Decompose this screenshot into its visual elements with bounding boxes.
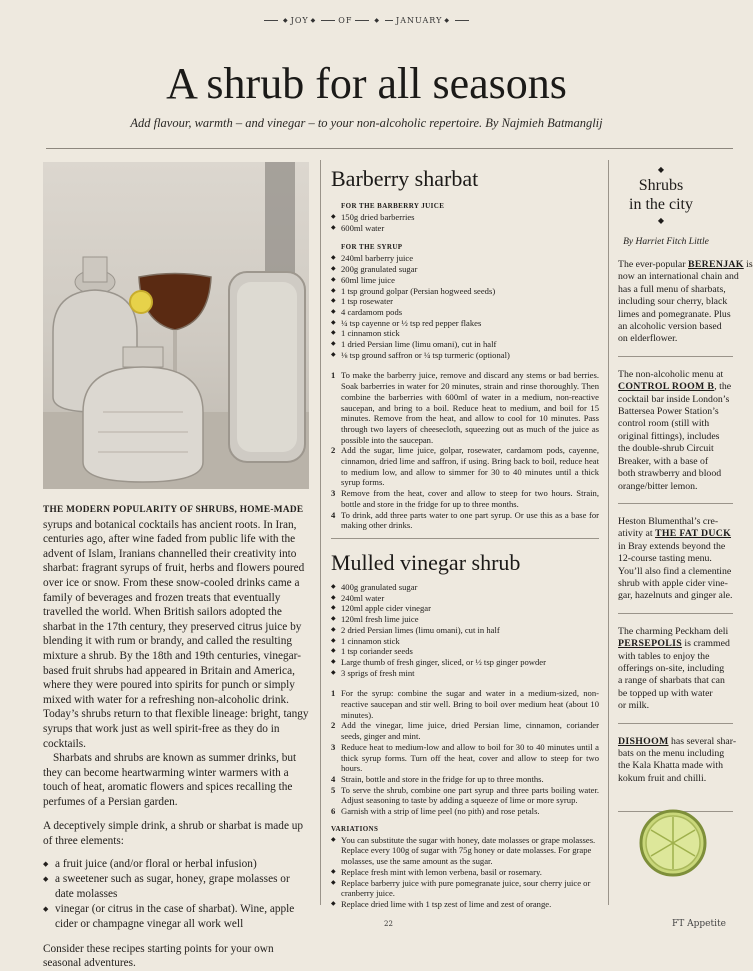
- ingredient: ◆ 1 cinnamon stick: [331, 636, 599, 647]
- ingredient-list: [331, 582, 599, 678]
- ingredient: ◆ ⅛ tsp ground saffron or ¼ tsp turmeric (optional): [331, 350, 599, 361]
- subhead: VARIATIONS: [331, 824, 379, 833]
- masthead-january: JANUARY: [396, 16, 443, 25]
- venue-berenjak: The ever-popular BERENJAK is now an international chain and has a full menu of sharbats, including sour cherry, black limes and pomegranate. Plus an alcoholic version based on elderflower.: [618, 259, 753, 345]
- list-item: ◆ a sweetener such as sugar, honey, grape molasses or date molasses: [43, 872, 311, 901]
- divider: [618, 723, 733, 724]
- diamond-icon: ◆: [657, 216, 665, 225]
- method-step: 4 Strain, bottle and store in the fridge for up to three months.: [331, 773, 544, 784]
- method-step: 2 Add the sugar, lime juice, golpar, rosewater, cardamom pods, cayenne, cinnamon, dried lime and saffron, if using. Bring back to boil, reduce heat to medium low, and allow to simmer for 30 to 40 minutes until a thick syrup forms.: [331, 445, 599, 488]
- method-step: 2 Add the vinegar, lime juice, dried Persian lime, cinnamon, coriander seeds, ginger and mint.: [331, 720, 599, 742]
- divider: [46, 148, 733, 149]
- ingredient: ◆ 150g dried barberries: [331, 212, 599, 223]
- ingredient: ◆ 600ml water: [331, 223, 599, 234]
- method-step: 3 Reduce heat to medium-low and allow to boil for 30 to 40 minutes until a thick syrup forms. Turn off the heat, cover and allow to steep for two hours.: [331, 741, 599, 774]
- ingredient: ◆ 240ml water: [331, 593, 599, 604]
- variation: ◆ You can substitute the sugar with honey, date molasses or grape molasses. Replace every 100g of sugar with 75g honey or date molasses. For grape molasses, use the same amount as the sugar.: [331, 835, 599, 867]
- lead-caps: THE MODERN POPULARITY OF SHRUBS, HOME-MADE: [43, 505, 304, 515]
- diamond-icon: ◆: [310, 17, 317, 24]
- intro-paragraph-3: A deceptively simple drink, a shrub or sharbat is made up of three elements:: [43, 820, 304, 848]
- method-step: 4 To drink, add three parts water to one part syrup. Or use this as a base for making other drinks.: [331, 509, 599, 531]
- drinks-illustration: [43, 162, 309, 489]
- diamond-icon: ◆: [444, 17, 450, 24]
- ingredient: ◆ Large thumb of fresh ginger, sliced, or ½ tsp ginger powder: [331, 657, 599, 668]
- ingredient: ◆ 1 dried Persian lime (limu omani), cut in half: [331, 339, 599, 350]
- method-step: 1 For the syrup: combine the sugar and water in a medium-sized, non-reactive saucepan and stir well. Bring to boil over medium heat (about 10 minutes).: [331, 688, 599, 720]
- ingredient-list: [331, 253, 599, 360]
- ingredient: ◆ 120ml fresh lime juice: [331, 614, 599, 625]
- venue-dishoom: DISHOOM has several shar- bats on the menu including the Kala Khatta made with kokum fruit and chilli.: [618, 735, 737, 784]
- diamond-icon: ◆: [657, 165, 665, 174]
- mulled-shrub-recipe: [331, 550, 599, 910]
- method-step: 1 To make the barberry juice, remove and discard any stems or bad berries. Soak barberries in water for 20 minutes, strain and rinse thoroughly. Then combine the barberries with 600ml of water in a medium, non-reactive saucepan, and bring to a boil. Reduce heat to medium, and boil for 15 minutes. Remove from the heat, and allow to cool for 10 minutes. Pass through two layers of cheesecloth, squeezing out as much of the juice as possible into the saucepan.: [331, 370, 599, 445]
- recipe-title: Mulled vinegar shrub: [331, 550, 521, 575]
- intro-article: [43, 502, 311, 971]
- venue-control-room-b: The non-alcoholic menu at CONTROL ROOM B, the cocktail bar inside London’s Battersea Power Station’s control room (still with original fittings), includes the double-shrub Circuit Breaker, with a base of both strawberry and blood orange/bitter lemon.: [618, 368, 732, 492]
- headline: A shrub for all seasons: [166, 59, 567, 108]
- ingredient: ◆ 60ml lime juice: [331, 275, 599, 286]
- method-step: 5 To serve the shrub, combine one part syrup and three parts boiling water. Adjust seasoning to taste by adding a squeeze of lime or more syrup.: [331, 784, 599, 806]
- list-item: ◆ vinegar (or citrus in the case of sharbat). Wine, apple cider or champagne vinegar all work well: [43, 902, 311, 931]
- venue-persepolis: The charming Peckham deli PERSEPOLIS is crammed with tables to enjoy the offerings on-site, including a range of sharbats that can be topped up with water or milk.: [618, 625, 730, 712]
- intro-paragraph-2: Sharbats and shrubs are known as summer drinks, but they can become heartwarming winter warmers with a touch of heat, aromatic flowers and spices recalling the perfumes of a Persian garden.: [43, 752, 297, 808]
- method-list: [331, 688, 599, 816]
- barberry-recipe: [331, 166, 599, 531]
- publication-footer: FT Appetite: [672, 919, 726, 929]
- diamond-icon: ◆: [283, 17, 289, 24]
- subhead: FOR THE SYRUP: [341, 243, 403, 252]
- variation: ◆ Replace fresh mint with lemon verbena, basil or rosemary.: [331, 867, 599, 878]
- method-list: [331, 370, 599, 531]
- variations-list: [331, 835, 599, 910]
- ingredient: ◆ 120ml apple cider vinegar: [331, 603, 599, 614]
- method-step: 6 Garnish with a strip of lime peel (no pith) and rose petals.: [331, 806, 540, 817]
- section-masthead: [0, 16, 733, 25]
- ingredient: ◆ 2 dried Persian limes (limu omani), cut in half: [331, 625, 599, 636]
- intro-paragraph-1: [43, 502, 311, 751]
- ingredient: ◆ 1 cinnamon stick: [331, 328, 599, 339]
- method-step: 3 Remove from the heat, cover and allow to steep for two hours. Strain, bottle and store in the fridge for up to three months.: [331, 488, 599, 509]
- variation: ◆ Replace barberry juice with pure pomegranate juice, sour cherry juice or cranberry juice.: [331, 878, 599, 899]
- subhead: FOR THE BARBERRY JUICE: [341, 202, 445, 210]
- sidebar-title: Shrubs in the city: [629, 177, 693, 213]
- ingredient: ◆ 4 cardamom pods: [331, 307, 599, 318]
- venue-the-fat-duck: Heston Blumenthal’s cre- ativity at THE FAT DUCK in Bray extends beyond the 12-course tasting menu. You’ll also find a clementine shrub with apple cider vine- gar, hazelnuts and ginger ale.: [618, 515, 733, 602]
- divider: [618, 503, 733, 504]
- recipe-title: Barberry sharbat: [331, 166, 479, 191]
- divider: [618, 356, 733, 357]
- list-item: ◆ a fruit juice (and/or floral or herbal infusion): [43, 857, 311, 872]
- divider: [618, 613, 733, 614]
- column-divider: [608, 160, 609, 905]
- column-divider: [320, 160, 321, 905]
- ingredient: ◆ ¼ tsp cayenne or ½ tsp red pepper flakes: [331, 318, 599, 329]
- shrubs-in-the-city-sidebar: [618, 165, 753, 812]
- masthead-joy: JOY: [290, 16, 309, 25]
- ingredient: ◆ 200g granulated sugar: [331, 264, 599, 275]
- intro-paragraph-4: Consider these recipes starting points for your own seasonal adventures.: [43, 942, 274, 970]
- diamond-icon: ◆: [374, 17, 381, 24]
- ingredient: ◆ 400g granulated sugar: [331, 582, 599, 593]
- ingredient: ◆ 1 tsp rosewater: [331, 296, 599, 307]
- page-number: 22: [384, 920, 393, 928]
- drinks-photo: [43, 162, 309, 489]
- ingredient: ◆ 1 tsp ground golpar (Persian hogweed seeds): [331, 286, 599, 297]
- ingredient: ◆ 3 sprigs of fresh mint: [331, 668, 599, 679]
- lime-slice-icon: [638, 808, 708, 878]
- ingredient: ◆ 240ml barberry juice: [331, 253, 599, 264]
- ingredient-list: [331, 212, 599, 233]
- standfirst: Add flavour, warmth – and vinegar – to your non-alcoholic repertoire. By Najmieh Batmanglij: [130, 116, 603, 130]
- intro-text: syrups and botanical cocktails has ancient roots. In Iran, centuries ago, after wine faded from public life with the advent of Islam, Iranians channelled their creativity into sharbat: fragrant syrups of fruit, herbs and flowers poured over ice or snow. From these snow-cooled drinks came a family of beverages and frozen treats that eventually travelled the world. When British sailors adopted the sharbat in the 17th century, they preserved citrus juice by blending it with rum or brandy, and called the resulting mixture a shrub. By the 18th and 19th centuries, vinegar-based fruit shrubs had appeared in Britain and America, where they were poured into spirits for punch or simply mixed with water for a refreshing non-alcoholic drink. Today’s shrubs return to that flexible lineage: bright, tangy syrups that work just as well spirit-free as they do in cocktails.: [43, 518, 309, 750]
- sidebar-byline: By Harriet Fitch Little: [623, 237, 709, 247]
- variation: ◆ Replace dried lime with 1 tsp zest of lime and zest of orange.: [331, 899, 599, 910]
- ingredient: ◆ 1 tsp coriander seeds: [331, 646, 599, 657]
- elements-list: [43, 857, 311, 932]
- masthead-of: OF: [338, 16, 353, 25]
- divider: [331, 538, 599, 539]
